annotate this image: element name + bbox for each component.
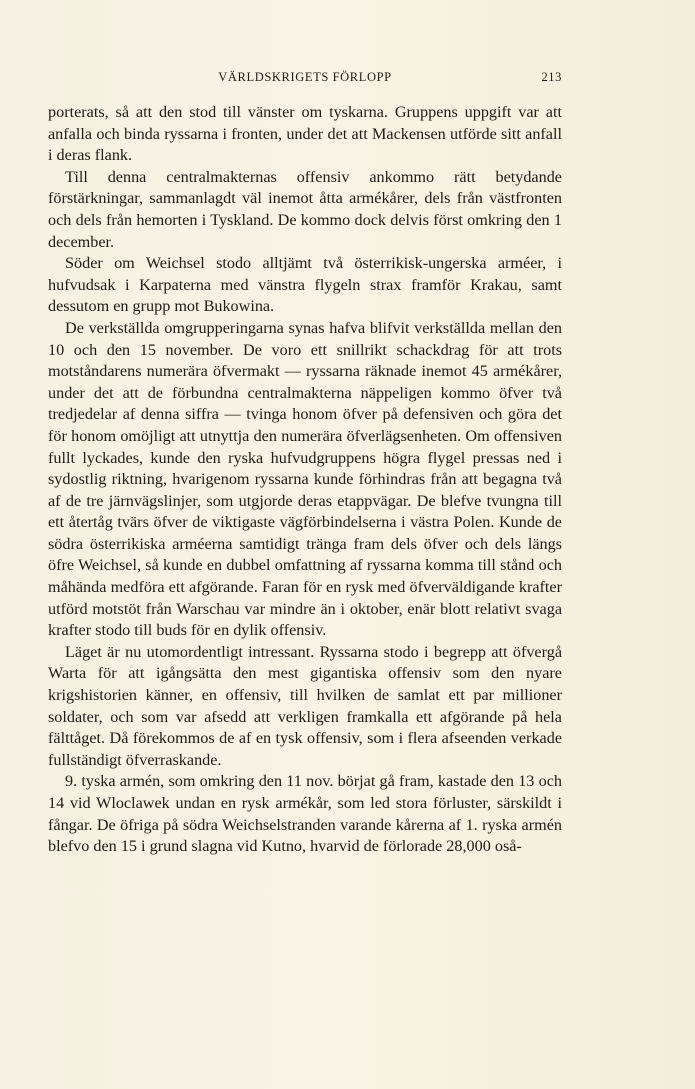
- paragraph-2: Till denna centralmakternas offensiv ankommo rätt betydande förstärkningar, sammanlagdt väl inemot åtta armékårer, dels från västfronten och dels från hemorten i Tyskland. De kommo dock delvis först omkring den 1 december.: [48, 167, 562, 251]
- body-text: [48, 102, 562, 858]
- page-header: [48, 70, 562, 90]
- paragraph-5: Läget är nu utomordentligt intressant. Ryssarna stodo i begrepp att öfvergå Warta för att igångsätta den mest gigantiska offensiv som den nyare krigshistorien känner, en offensiv, till hvilken de samlat ett par millioner soldater, och som var afsedd att verkligen framkalla ett afgörande på hela fälttåget. Då förekommos de af en tysk offensiv, som i flera afseenden verkade fullständigt öfverraskande.: [48, 642, 562, 769]
- paragraph-1: porterats, så att den stod till vänster om tyskarna. Gruppens uppgift var att anfalla och binda ryssarna i fronten, under det att Mackensen utförde sitt anfall i deras flank.: [48, 103, 562, 165]
- paragraph-4: De verkställda omgrupperingarna synas hafva blifvit verkställda mellan den 10 och den 15 november. De voro ett snillrikt schackdrag för att trots motståndarens numerära öfvermakt — ryssarna räknade inemot 45 armékårer, under det att de förbundna centralmakterna näppeligen kommo öfver två tredjedelar af denna siffra — tvinga honom öfver på defensiven och göra det för honom omöjligt att utnyttja den numerära öfverlägsenheten. Om offensiven fullt lyckades, kunde den ryska hufvudgruppens högra flygel pressas ned i sydostlig riktning, hvarigenom ryssarna kunde förhindras från att begagna två af de tre järnvägslinjer, som utgjorde deras etappvägar. De blefve tvungna till ett återtåg tvärs öfver de viktigaste vägförbindelserna i västra Polen. Kunde de södra österrikiska arméerna samtidigt tränga fram dels öfver och dels längs öfre Weichsel, så kunde en dubbel omfattning af ryssarna komma till stånd och måhända medföra ett afgörande. Faran för en rysk med öfverväldigande krafter utförd motstöt från Warschau var mindre än i oktober, enär blott relativt svaga krafter stodo till buds för en dylik offensiv.: [48, 318, 562, 640]
- paragraph-6: 9. tyska armén, som omkring den 11 nov. börjat gå fram, kastade den 13 och 14 vid Wloclawek undan en rysk armékår, som led stora förluster, särskildt i fångar. De öfriga på södra Weichselstranden varande kårerna af 1. ryska armén blefvo den 15 i grund slagna vid Kutno, hvarvid de förlorade 28,000 oså-: [48, 772, 562, 856]
- paragraph-3: Söder om Weichsel stodo alltjämt två österrikisk-ungerska arméer, i hufvudsak i Karpaterna med vänstra flygeln strax framför Krakau, samt dessutom en grupp mot Bukowina.: [48, 254, 562, 316]
- page-number: 213: [541, 70, 562, 84]
- running-title: VÄRLDSKRIGETS FÖRLOPP: [218, 70, 392, 84]
